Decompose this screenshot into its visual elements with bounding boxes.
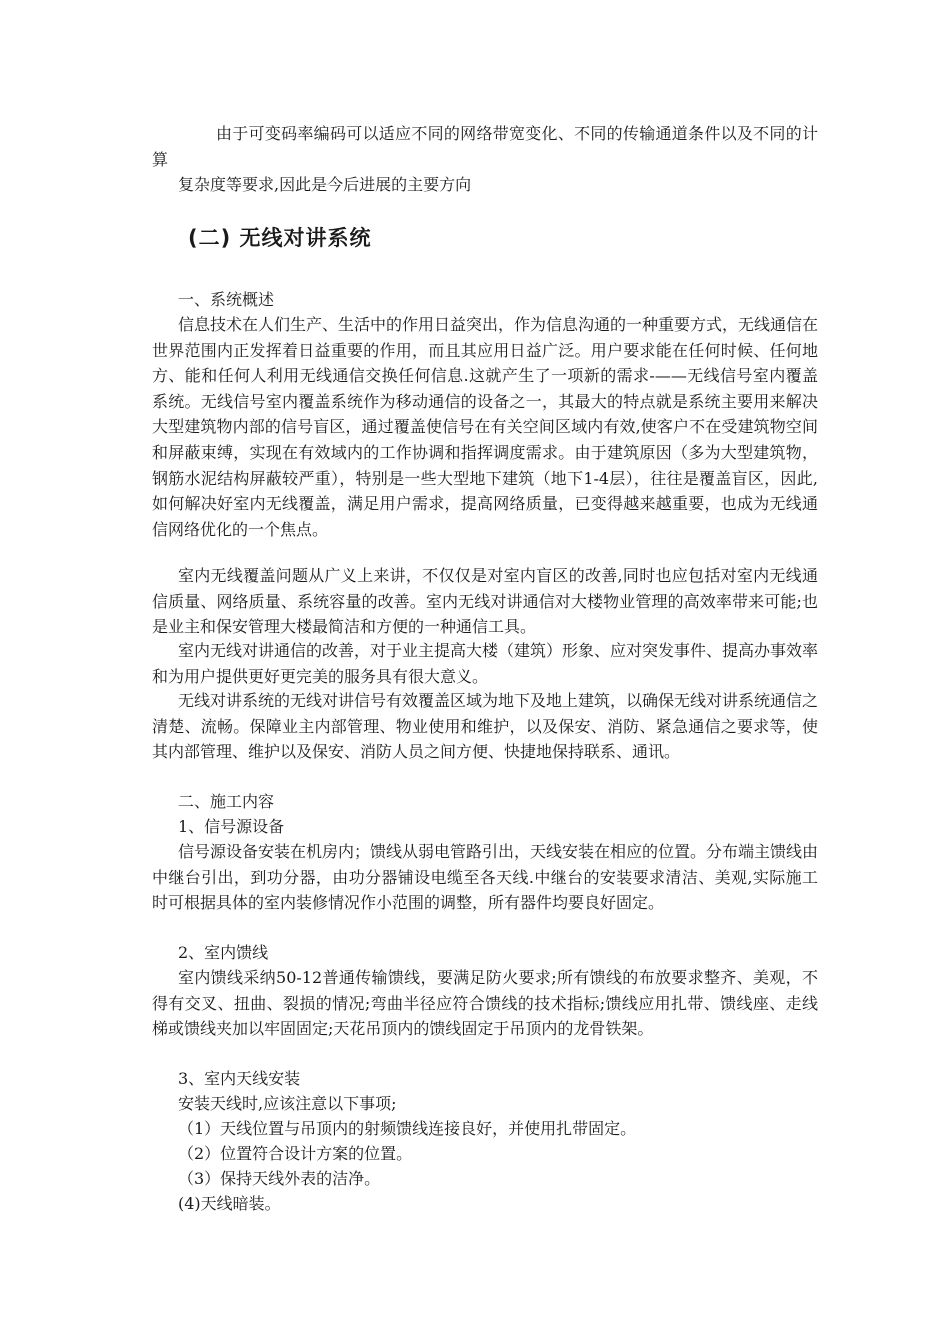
antenna-item: (4)天线暗装。 (178, 1194, 281, 1213)
intro-paragraph-continued: 复杂度等要求,因此是今后进展的主要方向 (178, 175, 472, 194)
antenna-item: （1）天线位置与吊顶内的射频馈线连接良好，并使用扎带固定。 (178, 1119, 637, 1138)
paragraph-indoor-feeder: 室内馈线采纳50-12普通传输馈线，要满足防火要求;所有馈线的布放要求整齐、美观，不得有交叉、扭曲、裂损的情况;弯曲半径应符合馈线的技术指标;馈线应用扎带、馈线座、走线梯或馈线夹加以牢固固定;天花吊顶内的馈线固定于吊顶内的龙骨铁架。 (152, 968, 818, 1039)
heading-construction: 二、施工内容 (178, 792, 275, 811)
heading-signal-source: 1、信号源设备 (178, 817, 285, 836)
paragraph-overview-1: 信息技术在人们生产、生活中的作用日益突出，作为信息沟通的一种重要方式，无线通信在世界范围内正发挥着日益重要的作用，而且其应用日益广泛。用户要求能在任何时候、任何地方、能和任何人利用无线通信交换任何信息.这就产生了一项新的需求-——无线信号室内覆盖系统。无线信号室内覆盖系统作为移动通信的设备之一，其最大的特点就是系统主要用来解决大型建筑物内部的信号盲区，通过覆盖使信号在有关空间区域内有效,使客户不在受建筑物空间和屏蔽束缚，实现在有效域内的工作协调和指挥调度需求。由于建筑原因（多为大型建筑物，钢筋水泥结构屏蔽较严重），特别是一些大型地下建筑（地下1-4层），往往是覆盖盲区，因此,如何解决好室内无线覆盖，满足用户需求，提高网络质量，已变得越来越重要，也成为无线通信网络优化的一个焦点。 (152, 315, 819, 539)
paragraph-overview-4: 无线对讲系统的无线对讲信号有效覆盖区域为地下及地上建筑，以确保无线对讲系统通信之清楚、流畅。保障业主内部管理、物业使用和维护，以及保安、消防、紧急通信之要求等，使其内部管理、维护以及保安、消防人员之间方便、快捷地保持联系、通讯。 (152, 691, 819, 762)
heading-overview: 一、系统概述 (178, 290, 275, 309)
paragraph-signal-source: 信号源设备安装在机房内；馈线从弱电管路引出，天线安装在相应的位置。分布端主馈线由中继台引出，到功分器，由功分器铺设电缆至各天线.中继台的安装要求清洁、美观,实际施工时可根据具体的室内装修情况作小范围的调整，所有器件均要良好固定。 (152, 842, 819, 913)
heading-indoor-feeder: 2、室内馈线 (178, 943, 269, 962)
paragraph-overview-3: 室内无线对讲通信的改善，对于业主提高大楼（建筑）形象、应对突发事件、提高办事效率和为用户提供更好更完美的服务具有很大意义。 (152, 641, 819, 686)
antenna-item: （3）保持天线外表的洁净。 (178, 1169, 381, 1188)
paragraph-antenna-intro: 安装天线时,应该注意以下事项; (178, 1094, 397, 1113)
section-title: (二) 无线对讲系统 (188, 226, 372, 250)
antenna-item: （2）位置符合设计方案的位置。 (178, 1144, 413, 1163)
paragraph-overview-2: 室内无线覆盖问题从广义上来讲，不仅仅是对室内盲区的改善,同时也应包括对室内无线通信质量、网络质量、系统容量的改善。室内无线对讲通信对大楼物业管理的高效率带来可能;也是业主和保安管理大楼最简洁和方便的一种通信工具。 (152, 566, 818, 637)
heading-antenna: 3、室内天线安装 (178, 1069, 301, 1088)
intro-paragraph: 由于可变码率编码可以适应不同的网络带宽变化、不同的传输通道条件以及不同的计算 (152, 124, 818, 169)
